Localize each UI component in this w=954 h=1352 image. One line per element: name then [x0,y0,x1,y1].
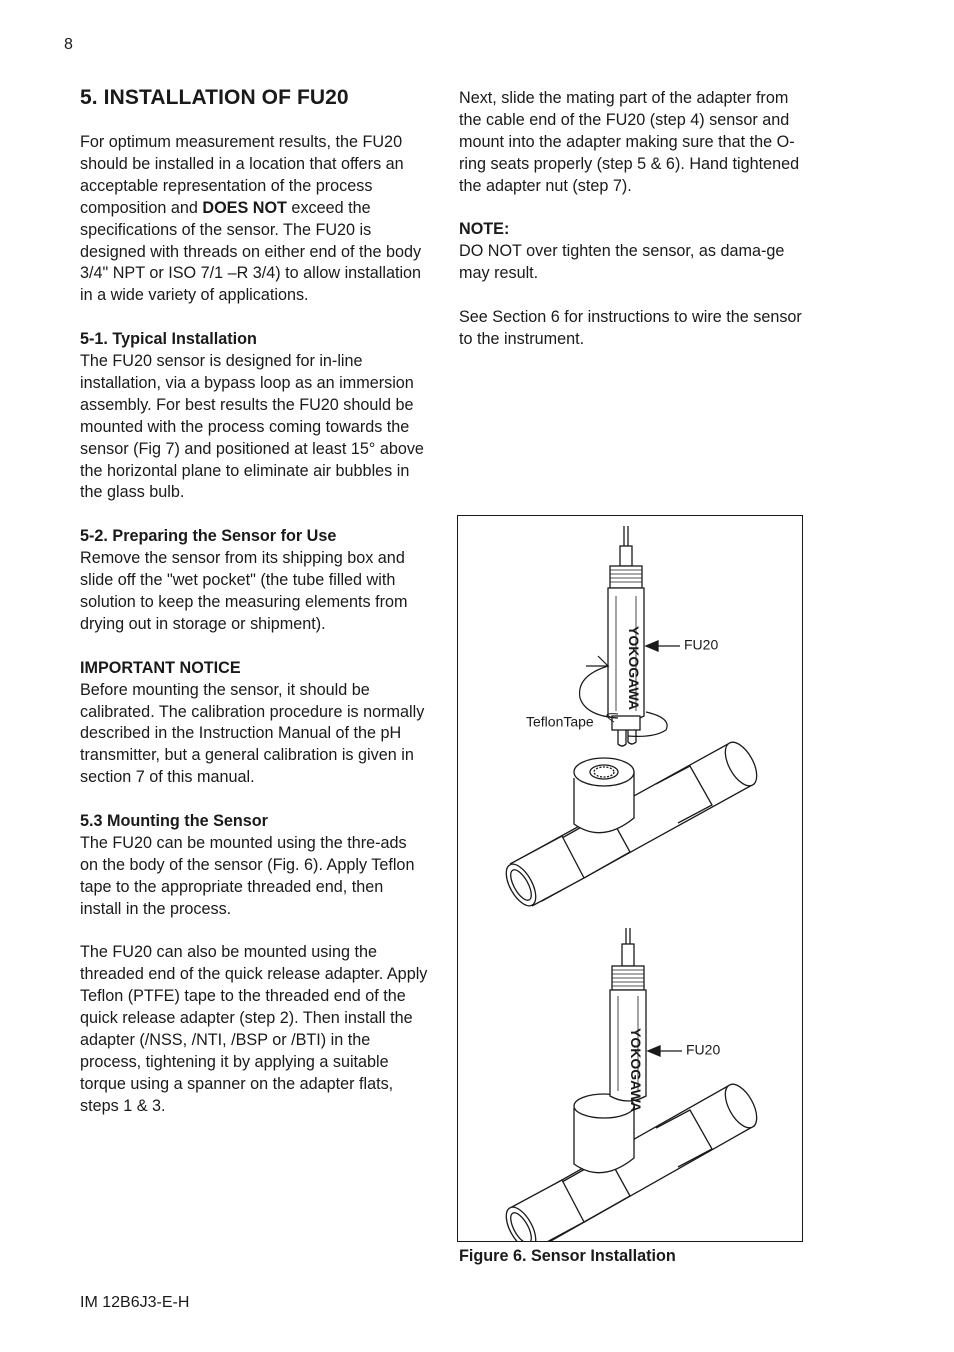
installation-illustration [458,516,802,1241]
see-section-paragraph: See Section 6 for instructions to wire the sensor to the instrument. [459,308,802,348]
label-fu20-top: FU20 [684,636,719,653]
note-heading: NOTE: [459,220,510,239]
preparing-sensor-heading: 5-2. Preparing the Sensor for Use [80,527,337,546]
brand-mark-top: YOKOGAWA [626,626,642,711]
page-number: 8 [64,36,73,53]
does-not-emphasis: DOES NOT [202,198,287,217]
left-column [80,86,428,1118]
intro-paragraph: For optimum measurement results, the FU20 should be installed in a location that offers an acceptable representation of the process composition and DOES NOT exceed the specifications of the sensor. The FU20 is designed with threads on either end of the body 3/4" NPT or ISO 7/1 –R 3/4) to allow installation in a wide variety of applications. [80,133,422,305]
mounting-sensor-body-2: The FU20 can also be mounted using the threaded end of the quick release adapter. Apply Teflon (PTFE) tape to the threaded end of the quick release adapter (step 2). Then install the adapter (/NSS, /NTI, /BSP or /BTI) in the process, tightening it by applying a suitable torque using a spanner on the adapter flats, steps 1 & 3. [80,943,428,1115]
figure-caption: Figure 6. Sensor Installation [459,1247,676,1265]
label-teflon-tape: TeflonTape [526,713,594,730]
mounting-sensor-heading: 5.3 Mounting the Sensor [80,812,268,831]
right-column [459,88,807,351]
preparing-sensor-body: Remove the sensor from its shipping box and slide off the "wet pocket" (the tube filled with solution to keep the measuring elements from drying out in storage or shipment). [80,549,408,633]
section-title: 5. INSTALLATION OF FU20 [80,86,349,109]
document-code: IM 12B6J3-E-H [80,1294,190,1311]
important-notice-heading: IMPORTANT NOTICE [80,658,241,677]
sensor-installation-figure [457,515,803,1242]
brand-mark-bottom: YOKOGAWA [628,1028,644,1113]
adapter-paragraph: Next, slide the mating part of the adapter from the cable end of the FU20 (step 4) sensor and mount into the adapter making sure that the O-ring seats properly (step 5 & 6). Hand tightened the adapter nut (step 7). [459,89,800,195]
top-pipe-tee [500,737,763,910]
important-notice-body: Before mounting the sensor, it should be calibrated. The calibration procedure is normally described in the Instruction Manual of the pH transmitter, but a general calibration is given in section 7 of this manual. [80,680,425,787]
mounting-sensor-body-1: The FU20 can be mounted using the thre-ads on the body of the sensor (Fig. 6). Apply Teflon tape to the appropriate threaded end, then install in the process. [80,833,415,918]
typical-installation-heading: 5-1. Typical Installation [80,330,257,349]
note-body: DO NOT over tighten the sensor, as dama-ge may result. [459,242,785,283]
typical-installation-body: The FU20 sensor is designed for in-line installation, via a bypass loop as an immersion assembly. For best results the FU20 should be mounted with the process coming towards the sensor (Fig 7) and positioned at least 15° above the horizontal plane to eliminate air bubbles in the glass bulb. [80,352,424,502]
label-fu20-bottom: FU20 [686,1041,721,1058]
